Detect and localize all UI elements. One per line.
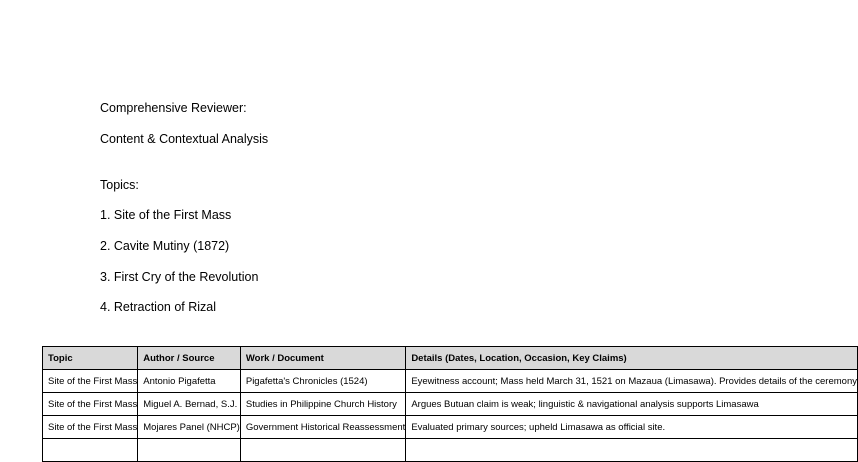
table-cell-author: Mojares Panel (NHCP): [138, 416, 241, 439]
table-header-row: [43, 347, 858, 370]
table-row: [43, 439, 858, 462]
table-cell-author: Antonio Pigafetta: [138, 370, 241, 393]
topic-item: 3. First Cry of the Revolution: [100, 270, 259, 284]
table-cell-topic: Site of the First Mass: [43, 393, 138, 416]
reviewer-table: [42, 346, 858, 462]
topic-item: 2. Cavite Mutiny (1872): [100, 239, 230, 253]
table-cell-details: [406, 439, 858, 462]
table-cell-work: Pigafetta's Chronicles (1524): [240, 370, 405, 393]
column-header-details: Details (Dates, Location, Occasion, Key Claims): [406, 347, 858, 370]
table-cell-author: Miguel A. Bernad, S.J.: [138, 393, 241, 416]
table-cell-details: Eyewitness account; Mass held March 31, 1521 on Mazaua (Limasawa). Provides details of the ceremony: [406, 370, 858, 393]
topic-item: 4. Retraction of Rizal: [100, 300, 217, 314]
table-cell-details: Argues Butuan claim is weak; linguistic & navigational analysis supports Limasawa: [406, 393, 858, 416]
table-cell-topic: Site of the First Mass: [43, 416, 138, 439]
table-row: [43, 393, 858, 416]
table-row: [43, 370, 858, 393]
topics-heading: Topics:: [100, 178, 139, 192]
table-cell-work: [240, 439, 405, 462]
document-subtitle: Content & Contextual Analysis: [100, 132, 269, 146]
column-header-work: Work / Document: [240, 347, 405, 370]
table-cell-topic: Site of the First Mass: [43, 370, 138, 393]
column-header-author: Author / Source: [138, 347, 241, 370]
table-cell-work: Government Historical Reassessment: [240, 416, 405, 439]
table-cell-work: Studies in Philippine Church History: [240, 393, 405, 416]
table-row: [43, 416, 858, 439]
table-cell-details: Evaluated primary sources; upheld Limasawa as official site.: [406, 416, 858, 439]
document-title: Comprehensive Reviewer:: [100, 101, 247, 115]
table-cell-author: [138, 439, 241, 462]
column-header-topic: Topic: [43, 347, 138, 370]
topic-item: 1. Site of the First Mass: [100, 208, 232, 222]
table-cell-topic: [43, 439, 138, 462]
